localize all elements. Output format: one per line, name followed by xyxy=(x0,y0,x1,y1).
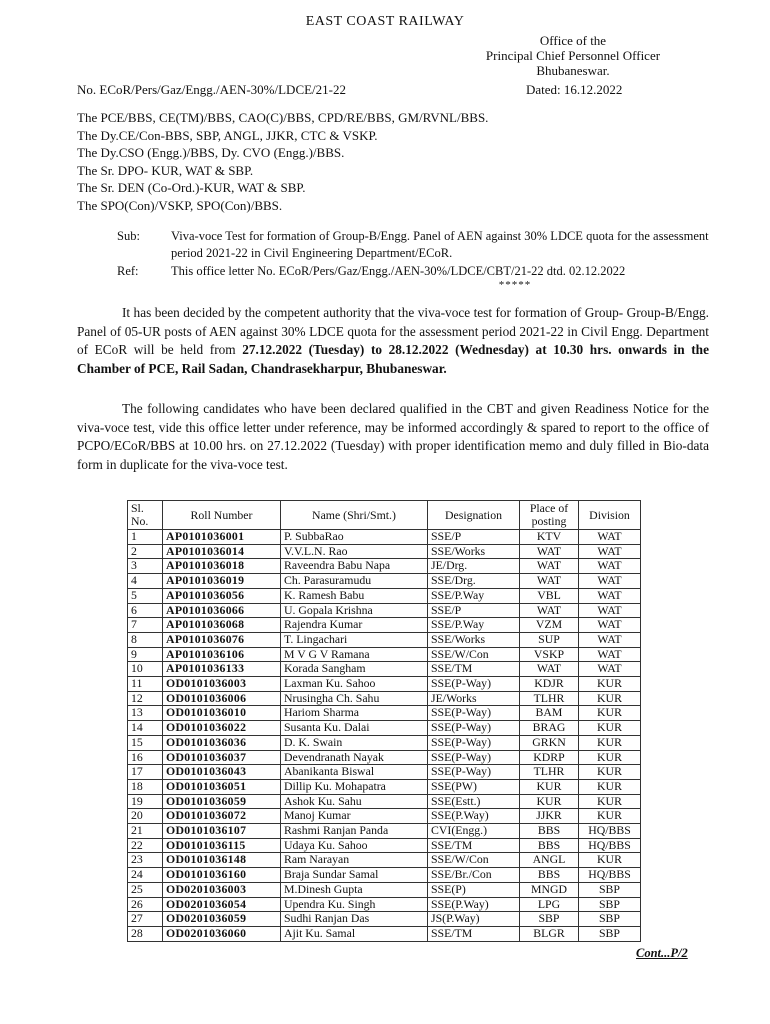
cell-roll-number: AP0101036001 xyxy=(163,530,281,545)
cell-posting: BAM xyxy=(520,706,579,721)
recipient-line: The Sr. DEN (Co-Ord.)-KUR, WAT & SBP. xyxy=(77,180,306,195)
cell-name: D. K. Swain xyxy=(281,735,428,750)
cell-posting: VSKP xyxy=(520,647,579,662)
office-block xyxy=(468,33,678,78)
office-line: Principal Chief Personnel Officer xyxy=(485,48,661,63)
table-row xyxy=(128,618,641,633)
cell-name: Korada Sangham xyxy=(281,662,428,677)
cell-sl: 22 xyxy=(128,838,163,853)
table-row xyxy=(128,794,641,809)
table-row xyxy=(128,838,641,853)
cell-roll-number: OD0201036060 xyxy=(163,926,281,941)
cell-designation: JS(P.Way) xyxy=(428,912,520,927)
cell-sl: 14 xyxy=(128,721,163,736)
cell-posting: SUP xyxy=(520,632,579,647)
cell-posting: WAT xyxy=(520,544,579,559)
header-posting: Place of posting xyxy=(520,501,579,530)
table-row xyxy=(128,691,641,706)
reference-text: This office letter No. ECoR/Pers/Gaz/Engg./AEN-30%/LDCE/CBT/21-22 dtd. 02.12.2022 xyxy=(171,264,626,278)
table-row xyxy=(128,897,641,912)
office-line: Office of the xyxy=(539,33,607,48)
cell-roll-number: AP0101036106 xyxy=(163,647,281,662)
cell-division: WAT xyxy=(579,647,641,662)
cell-division: SBP xyxy=(579,912,641,927)
cell-roll-number: OD0101036003 xyxy=(163,677,281,692)
cell-posting: TLHR xyxy=(520,765,579,780)
cell-designation: SSE(P-Way) xyxy=(428,765,520,780)
cell-roll-number: OD0101036051 xyxy=(163,779,281,794)
cell-sl: 5 xyxy=(128,588,163,603)
cell-division: SBP xyxy=(579,897,641,912)
table-row xyxy=(128,750,641,765)
cell-division: KUR xyxy=(579,809,641,824)
cell-name: Devendranath Nayak xyxy=(281,750,428,765)
table-row xyxy=(128,544,641,559)
cell-sl: 23 xyxy=(128,853,163,868)
cell-designation: SSE/P.Way xyxy=(428,618,520,633)
cell-name: Hariom Sharma xyxy=(281,706,428,721)
cell-name: Nrusingha Ch. Sahu xyxy=(281,691,428,706)
cell-designation: JE/Works xyxy=(428,691,520,706)
cell-name: Udaya Ku. Sahoo xyxy=(281,838,428,853)
header-sl: Sl. No. xyxy=(128,501,163,530)
cell-roll-number: OD0201036054 xyxy=(163,897,281,912)
cell-sl: 19 xyxy=(128,794,163,809)
cell-sl: 20 xyxy=(128,809,163,824)
paragraph-candidates-text: The following candidates who have been declared qualified in the CBT and given Readiness Notice for the viva-voce test, vide this office letter under reference, may be informed accordingly & spared to report to the office of PCPO/ECoR/BBS at 10.00 hrs. on 27.12.2022 (Tuesday) with proper identification memo and duly filled in Bio-data form in duplicate for the viva-voce test. xyxy=(77,401,709,472)
cell-sl: 27 xyxy=(128,912,163,927)
cell-division: WAT xyxy=(579,662,641,677)
table-body xyxy=(128,530,641,942)
subject-label: Sub: xyxy=(117,229,140,243)
cell-sl: 12 xyxy=(128,691,163,706)
cell-sl: 13 xyxy=(128,706,163,721)
cell-designation: SSE/P.Way xyxy=(428,588,520,603)
cell-roll-number: AP0101036056 xyxy=(163,588,281,603)
cell-roll-number: AP0101036068 xyxy=(163,618,281,633)
cell-designation: SSE/W/Con xyxy=(428,853,520,868)
cell-designation: SSE/Works xyxy=(428,544,520,559)
cell-posting: WAT xyxy=(520,603,579,618)
cell-posting: WAT xyxy=(520,574,579,589)
cell-roll-number: OD0101036010 xyxy=(163,706,281,721)
railway-title: EAST COAST RAILWAY xyxy=(305,14,465,29)
cell-division: WAT xyxy=(579,588,641,603)
cell-roll-number: AP0101036019 xyxy=(163,574,281,589)
recipients-list xyxy=(77,109,488,214)
office-line: Bhubaneswar. xyxy=(536,63,610,78)
cell-roll-number: OD0201036059 xyxy=(163,912,281,927)
continuation-note: Cont...P/2 xyxy=(636,946,688,960)
cell-name: U. Gopala Krishna xyxy=(281,603,428,618)
cell-roll-number: OD0101036107 xyxy=(163,824,281,839)
cell-designation: SSE(P-Way) xyxy=(428,677,520,692)
cell-roll-number: OD0101036059 xyxy=(163,794,281,809)
cell-designation: SSE(P-Way) xyxy=(428,735,520,750)
recipient-line: The PCE/BBS, CE(TM)/BBS, CAO(C)/BBS, CPD/RE/BBS, GM/RVNL/BBS. xyxy=(77,110,489,125)
cell-roll-number: OD0101036115 xyxy=(163,838,281,853)
cell-posting: WAT xyxy=(520,559,579,574)
cell-designation: CVI(Engg.) xyxy=(428,824,520,839)
header-division: Division xyxy=(579,501,641,530)
cell-posting: SBP xyxy=(520,912,579,927)
recipient-line: The Dy.CSO (Engg.)/BBS, Dy. CVO (Engg.)/BBS. xyxy=(77,145,345,160)
cell-division: KUR xyxy=(579,735,641,750)
cell-sl: 16 xyxy=(128,750,163,765)
cell-division: KUR xyxy=(579,677,641,692)
cell-posting: LPG xyxy=(520,897,579,912)
cell-posting: ANGL xyxy=(520,853,579,868)
cell-sl: 15 xyxy=(128,735,163,750)
cell-posting: BBS xyxy=(520,838,579,853)
cell-sl: 6 xyxy=(128,603,163,618)
cell-roll-number: AP0101036133 xyxy=(163,662,281,677)
header-roll: Roll Number xyxy=(163,501,281,530)
cell-roll-number: OD0101036006 xyxy=(163,691,281,706)
subject-text: Viva-voce Test for formation of Group-B/Engg. Panel of AEN against 30% LDCE quota for the assessment period 2021-22 in Civil Engineering Department/ECoR. xyxy=(171,229,709,260)
cell-sl: 7 xyxy=(128,618,163,633)
cell-roll-number: OD0101036037 xyxy=(163,750,281,765)
cell-sl: 26 xyxy=(128,897,163,912)
cell-name: Susanta Ku. Dalai xyxy=(281,721,428,736)
cell-posting: TLHR xyxy=(520,691,579,706)
cell-roll-number: OD0101036022 xyxy=(163,721,281,736)
cell-roll-number: OD0201036003 xyxy=(163,882,281,897)
table-header-row xyxy=(128,501,641,530)
cell-designation: SSE/Drg. xyxy=(428,574,520,589)
cell-sl: 9 xyxy=(128,647,163,662)
cell-division: HQ/BBS xyxy=(579,838,641,853)
cell-name: T. Lingachari xyxy=(281,632,428,647)
cell-posting: BLGR xyxy=(520,926,579,941)
paragraph-schedule xyxy=(77,304,709,378)
table-row xyxy=(128,824,641,839)
cell-division: WAT xyxy=(579,559,641,574)
cell-designation: SSE/TM xyxy=(428,662,520,677)
cell-roll-number: AP0101036066 xyxy=(163,603,281,618)
cell-sl: 4 xyxy=(128,574,163,589)
cell-sl: 24 xyxy=(128,868,163,883)
cell-designation: SSE(P) xyxy=(428,882,520,897)
letter-date: Dated: 16.12.2022 xyxy=(526,82,623,97)
header-name: Name (Shri/Smt.) xyxy=(281,501,428,530)
cell-posting: KUR xyxy=(520,779,579,794)
cell-sl: 1 xyxy=(128,530,163,545)
cell-division: KUR xyxy=(579,765,641,780)
cell-posting: KUR xyxy=(520,794,579,809)
table-row xyxy=(128,574,641,589)
cell-division: KUR xyxy=(579,721,641,736)
cell-posting: KDJR xyxy=(520,677,579,692)
cell-name: Ch. Parasuramudu xyxy=(281,574,428,589)
cell-posting: MNGD xyxy=(520,882,579,897)
cell-sl: 2 xyxy=(128,544,163,559)
cell-name: V.V.L.N. Rao xyxy=(281,544,428,559)
cell-name: Dillip Ku. Mohapatra xyxy=(281,779,428,794)
cell-designation: SSE(P-Way) xyxy=(428,706,520,721)
cell-roll-number: OD0101036160 xyxy=(163,868,281,883)
cell-designation: SSE(P.Way) xyxy=(428,897,520,912)
cell-roll-number: AP0101036018 xyxy=(163,559,281,574)
cell-sl: 11 xyxy=(128,677,163,692)
reference-label: Ref: xyxy=(117,264,139,278)
table-row xyxy=(128,559,641,574)
cell-name: Ajit Ku. Samal xyxy=(281,926,428,941)
cell-designation: SSE/Br./Con xyxy=(428,868,520,883)
cell-division: WAT xyxy=(579,632,641,647)
cell-name: M.Dinesh Gupta xyxy=(281,882,428,897)
table-row xyxy=(128,530,641,545)
cell-division: WAT xyxy=(579,530,641,545)
cell-name: Manoj Kumar xyxy=(281,809,428,824)
cell-name: Braja Sundar Samal xyxy=(281,868,428,883)
cell-roll-number: AP0101036076 xyxy=(163,632,281,647)
cell-sl: 17 xyxy=(128,765,163,780)
cell-name: K. Ramesh Babu xyxy=(281,588,428,603)
cell-designation: SSE/Works xyxy=(428,632,520,647)
cell-sl: 28 xyxy=(128,926,163,941)
cell-sl: 21 xyxy=(128,824,163,839)
cell-designation: SSE(P.Way) xyxy=(428,809,520,824)
cell-division: WAT xyxy=(579,544,641,559)
cell-division: WAT xyxy=(579,618,641,633)
cell-designation: SSE/W/Con xyxy=(428,647,520,662)
cell-posting: BBS xyxy=(520,824,579,839)
cell-division: SBP xyxy=(579,926,641,941)
cell-posting: WAT xyxy=(520,662,579,677)
recipient-line: The SPO(Con)/VSKP, SPO(Con)/BBS. xyxy=(77,197,283,213)
cell-roll-number: AP0101036014 xyxy=(163,544,281,559)
table-row xyxy=(128,647,641,662)
cell-name: Raveendra Babu Napa xyxy=(281,559,428,574)
cell-name: P. SubbaRao xyxy=(281,530,428,545)
cell-division: KUR xyxy=(579,691,641,706)
cell-roll-number: OD0101036036 xyxy=(163,735,281,750)
table-row xyxy=(128,735,641,750)
cell-division: SBP xyxy=(579,882,641,897)
recipient-line: The Sr. DPO- KUR, WAT & SBP. xyxy=(77,162,254,178)
cell-sl: 3 xyxy=(128,559,163,574)
cell-posting: KDRP xyxy=(520,750,579,765)
cell-name: Rashmi Ranjan Panda xyxy=(281,824,428,839)
cell-posting: BBS xyxy=(520,868,579,883)
paragraph-candidates xyxy=(77,400,709,474)
cell-designation: SSE/P xyxy=(428,530,520,545)
recipient-line: The Dy.CE/Con-BBS, SBP, ANGL, JJKR, CTC & VSKP. xyxy=(77,127,378,143)
cell-sl: 10 xyxy=(128,662,163,677)
table-row xyxy=(128,765,641,780)
cell-designation: SSE(Estt.) xyxy=(428,794,520,809)
cell-designation: SSE/TM xyxy=(428,926,520,941)
cell-posting: JJKR xyxy=(520,809,579,824)
cell-name: Sudhi Ranjan Das xyxy=(281,912,428,927)
cell-sl: 8 xyxy=(128,632,163,647)
cell-designation: SSE(P-Way) xyxy=(428,750,520,765)
cell-division: KUR xyxy=(579,853,641,868)
cell-name: Ashok Ku. Sahu xyxy=(281,794,428,809)
cell-division: KUR xyxy=(579,794,641,809)
cell-roll-number: OD0101036043 xyxy=(163,765,281,780)
cell-roll-number: OD0101036072 xyxy=(163,809,281,824)
cell-posting: BRAG xyxy=(520,721,579,736)
cell-name: Ram Narayan xyxy=(281,853,428,868)
cell-designation: SSE/P xyxy=(428,603,520,618)
table-row xyxy=(128,809,641,824)
candidates-table xyxy=(127,500,641,942)
cell-posting: VBL xyxy=(520,588,579,603)
cell-division: KUR xyxy=(579,750,641,765)
table-row xyxy=(128,706,641,721)
cell-roll-number: OD0101036148 xyxy=(163,853,281,868)
cell-division: WAT xyxy=(579,574,641,589)
cell-division: HQ/BBS xyxy=(579,868,641,883)
cell-division: WAT xyxy=(579,603,641,618)
cell-name: Abanikanta Biswal xyxy=(281,765,428,780)
cell-name: Upendra Ku. Singh xyxy=(281,897,428,912)
table-row xyxy=(128,926,641,941)
cell-designation: SSE/TM xyxy=(428,838,520,853)
cell-designation: SSE(P-Way) xyxy=(428,721,520,736)
cell-name: Laxman Ku. Sahoo xyxy=(281,677,428,692)
paragraph-schedule-bold: 27.12.2022 (Tuesday) to 28.12.2022 (Wednesday) at 10.30 hrs. onwards in the Chamber of PCE, Rail Sadan, Chandrasekharpur, Bhubaneswar. xyxy=(77,342,709,376)
table-row xyxy=(128,779,641,794)
table-row xyxy=(128,721,641,736)
cell-sl: 18 xyxy=(128,779,163,794)
paragraph-schedule-text: It has been decided by the competent authority that the viva-voce test for formation of Group- Group-B/Engg. Panel of 05-UR posts of AEN against 30% LDCE quota for the assessment period 2021-22 in Civil Engg. Department of ECoR will be held from xyxy=(77,305,709,358)
table-row xyxy=(128,588,641,603)
cell-division: HQ/BBS xyxy=(579,824,641,839)
table-row xyxy=(128,868,641,883)
table-row xyxy=(128,912,641,927)
separator-stars: ***** xyxy=(498,279,532,291)
cell-division: KUR xyxy=(579,706,641,721)
cell-posting: KTV xyxy=(520,530,579,545)
cell-posting: VZM xyxy=(520,618,579,633)
cell-designation: JE/Drg. xyxy=(428,559,520,574)
table-row xyxy=(128,882,641,897)
cell-sl: 25 xyxy=(128,882,163,897)
cell-name: Rajendra Kumar xyxy=(281,618,428,633)
cell-division: KUR xyxy=(579,779,641,794)
letter-number: No. ECoR/Pers/Gaz/Engg./AEN-30%/LDCE/21-22 xyxy=(77,82,346,97)
cell-posting: GRKN xyxy=(520,735,579,750)
table-row xyxy=(128,662,641,677)
table-row xyxy=(128,603,641,618)
table-row xyxy=(128,632,641,647)
header-designation: Designation xyxy=(428,501,520,530)
cell-designation: SSE(PW) xyxy=(428,779,520,794)
cell-name: M V G V Ramana xyxy=(281,647,428,662)
table-row xyxy=(128,677,641,692)
table-row xyxy=(128,853,641,868)
